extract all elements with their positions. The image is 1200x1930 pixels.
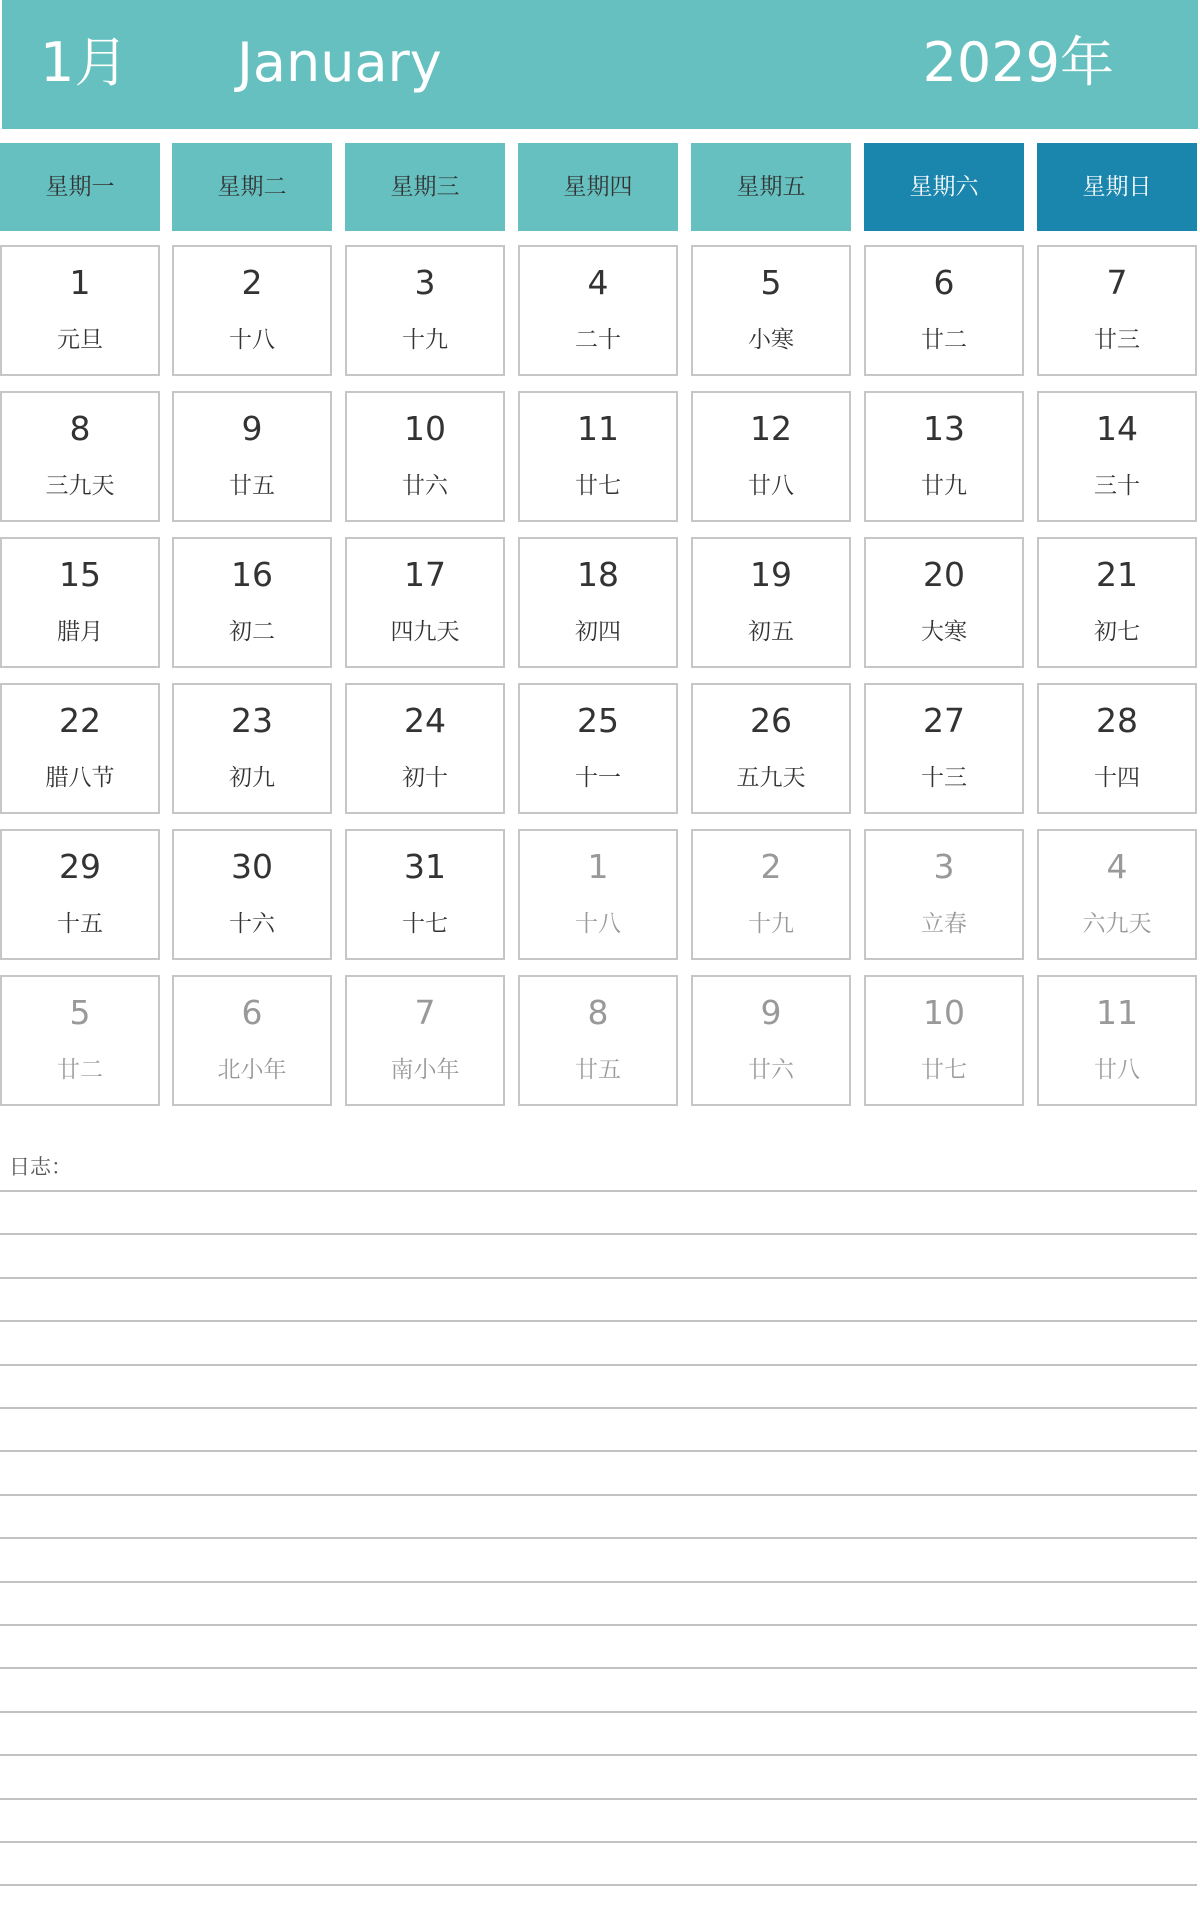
lunar-date: 十九 [748,911,794,937]
day-cell[interactable] [518,683,678,814]
lunar-date: 三九天 [45,473,115,499]
lunar-date: 十七 [402,911,448,937]
lunar-date: 十九 [402,327,448,353]
note-line [0,1233,1197,1235]
weekday-header-row [0,143,1200,231]
lunar-date: 北小年 [217,1057,287,1083]
day-number: 4 [1106,847,1128,886]
day-cell[interactable] [864,537,1024,668]
lunar-date: 廿六 [748,1057,794,1083]
lunar-date: 廿六 [402,473,448,499]
lunar-date: 廿七 [575,473,621,499]
day-number: 22 [59,701,101,740]
day-cell[interactable] [518,537,678,668]
day-number: 13 [923,409,965,448]
day-cell[interactable] [691,245,851,376]
day-number: 2 [760,847,782,886]
day-number: 17 [404,555,446,594]
note-line [0,1320,1197,1322]
day-cell[interactable] [172,537,332,668]
weekday-header-5: 星期五 [691,143,851,231]
lunar-date: 十八 [229,327,275,353]
weekday-header-3: 星期三 [345,143,505,231]
day-cell[interactable] [864,391,1024,522]
lunar-date: 小寒 [748,327,794,353]
day-number: 5 [760,263,782,302]
day-number: 30 [231,847,273,886]
note-line [0,1581,1197,1583]
day-cell[interactable] [864,245,1024,376]
lunar-date: 初二 [229,619,275,645]
calendar-header [2,0,1198,129]
note-line [0,1798,1197,1800]
day-number: 6 [933,263,955,302]
year-label: 2029年 [922,31,1114,94]
day-number: 1 [587,847,609,886]
weekday-header-6: 星期六 [864,143,1024,231]
day-number: 7 [414,993,436,1032]
lunar-date: 六九天 [1082,911,1152,937]
lunar-date: 十八 [575,911,621,937]
notes-label: 日志： [9,1155,72,1179]
day-cell[interactable] [345,245,505,376]
day-cell[interactable] [345,391,505,522]
note-line [0,1711,1197,1713]
day-number: 1 [69,263,91,302]
note-line [0,1754,1197,1756]
weekday-header-7: 星期日 [1037,143,1197,231]
note-line [0,1494,1197,1496]
calendar-grid [0,245,1200,1107]
day-cell[interactable] [1037,391,1197,522]
weekday-header-2: 星期二 [172,143,332,231]
lunar-date: 四九天 [390,619,460,645]
lunar-date: 初九 [229,765,275,791]
day-number: 23 [231,701,273,740]
lunar-date: 南小年 [390,1057,460,1083]
day-number: 3 [933,847,955,886]
lunar-date: 初十 [402,765,448,791]
day-number: 11 [1096,993,1138,1032]
lunar-date: 初五 [748,619,794,645]
lunar-date: 十六 [229,911,275,937]
note-line [0,1667,1197,1669]
day-number: 9 [241,409,263,448]
day-number: 15 [59,555,101,594]
day-cell[interactable] [1037,683,1197,814]
lunar-date: 十一 [575,765,621,791]
day-number: 19 [750,555,792,594]
lunar-date: 廿五 [575,1057,621,1083]
lunar-date: 廿二 [57,1057,103,1083]
day-cell[interactable] [345,537,505,668]
day-number: 31 [404,847,446,886]
day-cell[interactable] [691,537,851,668]
lunar-date: 廿二 [921,327,967,353]
day-cell[interactable] [864,829,1024,960]
month-chinese: 1月 [40,31,129,94]
note-line [0,1537,1197,1539]
day-number: 26 [750,701,792,740]
day-cell[interactable] [1037,975,1197,1106]
day-cell[interactable] [864,683,1024,814]
day-cell[interactable] [172,975,332,1106]
note-line [0,1450,1197,1452]
day-number: 3 [414,263,436,302]
day-cell[interactable] [518,829,678,960]
day-cell[interactable] [0,537,160,668]
lunar-date: 廿九 [921,473,967,499]
note-line [0,1841,1197,1843]
day-cell[interactable] [518,391,678,522]
day-number: 27 [923,701,965,740]
day-number: 11 [577,409,619,448]
lunar-date: 三十 [1094,473,1140,499]
day-number: 4 [587,263,609,302]
day-number: 12 [750,409,792,448]
day-cell[interactable] [345,683,505,814]
note-line [0,1407,1197,1409]
day-number: 8 [69,409,91,448]
lunar-date: 腊月 [57,619,103,645]
day-cell[interactable] [0,975,160,1106]
day-number: 9 [760,993,782,1032]
day-number: 8 [587,993,609,1032]
day-cell[interactable] [0,391,160,522]
day-cell[interactable] [518,245,678,376]
note-line [0,1364,1197,1366]
weekday-header-4: 星期四 [518,143,678,231]
lunar-date: 廿三 [1094,327,1140,353]
note-line [0,1624,1197,1626]
lunar-date: 廿八 [1094,1057,1140,1083]
lunar-date: 十三 [921,765,967,791]
day-number: 2 [241,263,263,302]
lunar-date: 初七 [1094,619,1140,645]
day-cell[interactable] [345,975,505,1106]
day-number: 7 [1106,263,1128,302]
day-cell[interactable] [864,975,1024,1106]
day-number: 18 [577,555,619,594]
weekday-header-1: 星期一 [0,143,160,231]
note-line [0,1277,1197,1279]
lunar-date: 元旦 [57,327,103,353]
month-english: January [237,31,442,94]
day-cell[interactable] [172,245,332,376]
day-cell[interactable] [172,829,332,960]
day-number: 20 [923,555,965,594]
day-number: 10 [923,993,965,1032]
day-number: 24 [404,701,446,740]
lunar-date: 十五 [57,911,103,937]
note-line [0,1190,1197,1192]
lunar-date: 大寒 [921,619,967,645]
day-cell[interactable] [691,975,851,1106]
day-cell[interactable] [1037,537,1197,668]
day-number: 21 [1096,555,1138,594]
day-number: 10 [404,409,446,448]
lunar-date: 廿八 [748,473,794,499]
day-cell[interactable] [1037,245,1197,376]
day-cell[interactable] [0,245,160,376]
day-cell[interactable] [172,683,332,814]
lunar-date: 二十 [575,327,621,353]
day-cell[interactable] [691,391,851,522]
lunar-date: 立春 [921,911,967,937]
day-cell[interactable] [0,829,160,960]
day-number: 6 [241,993,263,1032]
lunar-date: 十四 [1094,765,1140,791]
lunar-date: 腊八节 [45,765,115,791]
day-cell[interactable] [172,391,332,522]
day-number: 25 [577,701,619,740]
day-number: 16 [231,555,273,594]
day-number: 5 [69,993,91,1032]
day-cell[interactable] [345,829,505,960]
lunar-date: 廿五 [229,473,275,499]
lunar-date: 廿七 [921,1057,967,1083]
day-number: 28 [1096,701,1138,740]
lunar-date: 初四 [575,619,621,645]
day-number: 29 [59,847,101,886]
lunar-date: 五九天 [736,765,806,791]
day-cell[interactable] [1037,829,1197,960]
note-line [0,1884,1197,1886]
day-cell[interactable] [691,829,851,960]
day-cell[interactable] [518,975,678,1106]
day-cell[interactable] [0,683,160,814]
day-number: 14 [1096,409,1138,448]
day-cell[interactable] [691,683,851,814]
